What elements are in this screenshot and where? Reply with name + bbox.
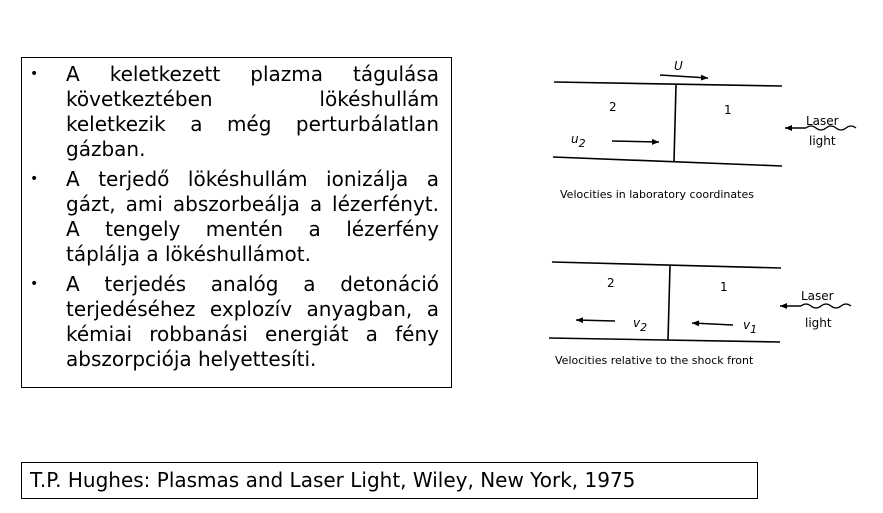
bullet-text: A terjedő lökéshullám ionizálja a gázt, ami abszorbeálja a lézerfényt. A tengely mentén a lézerfény táplálja a lökéshullámot.: [66, 167, 439, 266]
shock-frame-caption: Velocities relative to the shock front: [555, 354, 754, 367]
v2-label: v2: [633, 316, 648, 334]
tube-upper-wall: [552, 262, 781, 268]
u-label: U: [674, 59, 683, 73]
bullet-marker: •: [30, 66, 39, 82]
bullet-marker: •: [30, 276, 39, 292]
reference-citation: T.P. Hughes: Plasmas and Laser Light, Wiley, New York, 1975: [21, 462, 758, 499]
lab-frame-caption: Velocities in laboratory coordinates: [560, 188, 754, 201]
region-2-label: 2: [609, 100, 617, 114]
lab-frame-diagram: [553, 59, 856, 201]
laser-label-line1: Laser: [801, 289, 834, 303]
u2-arrow: [612, 141, 659, 142]
laser-label-line1: Laser: [806, 114, 839, 128]
v1-label: v1: [743, 318, 758, 336]
u-arrow: [660, 75, 708, 78]
region-2-label: 2: [607, 276, 615, 290]
tube-upper-wall: [554, 82, 782, 86]
u2-label: u2: [571, 132, 586, 150]
shock-front: [668, 266, 670, 340]
region-1-label: 1: [724, 103, 732, 117]
bullet-text: A terjedés analóg a detonáció terjedéséhez explozív anyagban, a kémiai robbanási energiát a fény abszorpciója helyettesíti.: [66, 272, 439, 371]
shock-front: [674, 85, 676, 162]
v1-arrow: [692, 323, 733, 325]
v2-arrow: [576, 320, 615, 321]
bullet-text: A keletkezett plazma tágulása következtében lökéshullám keletkezik a még perturbálatlan gázban.: [66, 62, 439, 161]
region-1-label: 1: [720, 280, 728, 294]
bullet-marker: •: [30, 171, 39, 187]
laser-wave: [801, 304, 851, 308]
tube-lower-wall: [553, 157, 782, 166]
shock-frame-diagram: [549, 262, 851, 367]
laser-label-line2: light: [805, 316, 832, 330]
tube-lower-wall: [549, 338, 780, 342]
laser-label-line2: light: [809, 134, 836, 148]
laser-wave: [806, 126, 856, 130]
